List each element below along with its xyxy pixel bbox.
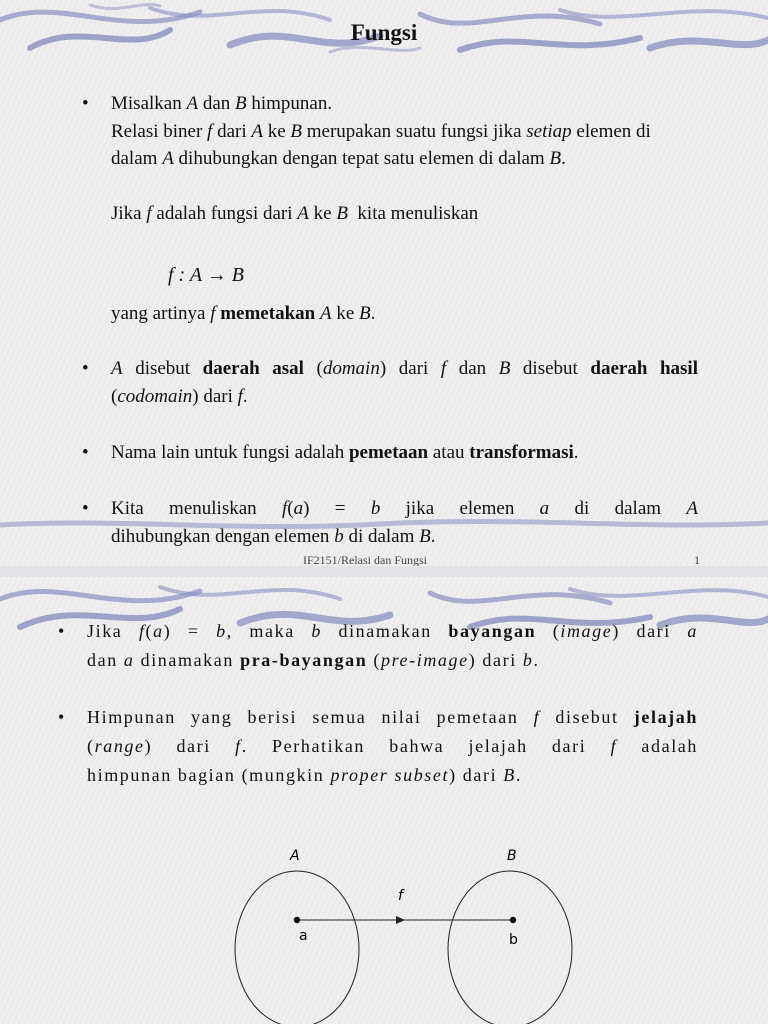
- range-text: Himpunan yang berisi semua nilai pemetaan f disebut jelajah (range) dari f. Perhatikan bahwa jelajah dari f adalah himpunan bagian (mungkin proper subset) dari B.: [87, 707, 698, 785]
- arrow-head-icon: [396, 916, 405, 924]
- decorative-band: [0, 516, 768, 534]
- notation-text: Kita menuliskan f(a) = b jika elemen a di dalam A dihubungkan dengan elemen b di dalam B.: [111, 498, 698, 547]
- bullet-item-domain: [82, 355, 698, 410]
- definition-line-2: Relasi biner f dari A ke B merupakan suatu fungsi jika setiap elemen di dalam A dihubungkan dengan tepat satu elemen di dalam B.: [111, 120, 651, 169]
- point-a: [294, 917, 300, 923]
- point-a-label: a: [299, 928, 308, 944]
- bullet-icon: •: [82, 93, 89, 114]
- arrow-label: f: [398, 888, 403, 904]
- domain-text: A disebut daerah asal (domain) dari f dan B disebut daerah hasil (codomain) dari f.: [111, 358, 698, 407]
- slide-divider: [0, 566, 768, 577]
- mapping-diagram: [0, 577, 768, 1024]
- bullet-icon: •: [58, 707, 66, 727]
- slide-2: [0, 577, 768, 1024]
- bullet-item-other-names: [82, 439, 698, 467]
- definition-line-1: Misalkan A dan B himpunan.: [111, 93, 333, 114]
- bullet-icon: •: [82, 498, 89, 519]
- set-a-ellipse: [235, 871, 359, 1024]
- point-b-label: b: [509, 932, 518, 948]
- bullet-icon: •: [58, 621, 66, 641]
- bullet-icon: •: [82, 358, 89, 379]
- function-notation: f : A → B: [168, 264, 244, 286]
- point-b: [510, 917, 516, 923]
- other-names-text: Nama lain untuk fungsi adalah pemetaan atau transformasi.: [111, 442, 579, 463]
- footer-course: IF2151/Relasi dan Fungsi: [303, 553, 428, 566]
- slide-title: Fungsi: [350, 20, 418, 45]
- image-text: Jika f(a) = b, maka b dinamakan bayangan (image) dari a dan a dinamakan pra-bayangan (pre-image) dari b.: [87, 621, 698, 670]
- bullet-item-definition: [82, 90, 698, 227]
- definition-line-3: Jika f adalah fungsi dari A ke B kita menuliskan: [111, 202, 479, 224]
- definition-line-4: yang artinya f memetakan A ke B.: [111, 303, 376, 324]
- set-b-label: B: [507, 848, 517, 864]
- bullet-icon: •: [82, 442, 89, 463]
- definition-line-4-wrap: [82, 300, 698, 328]
- page-number: 1: [694, 553, 700, 566]
- set-a-label: A: [290, 848, 300, 864]
